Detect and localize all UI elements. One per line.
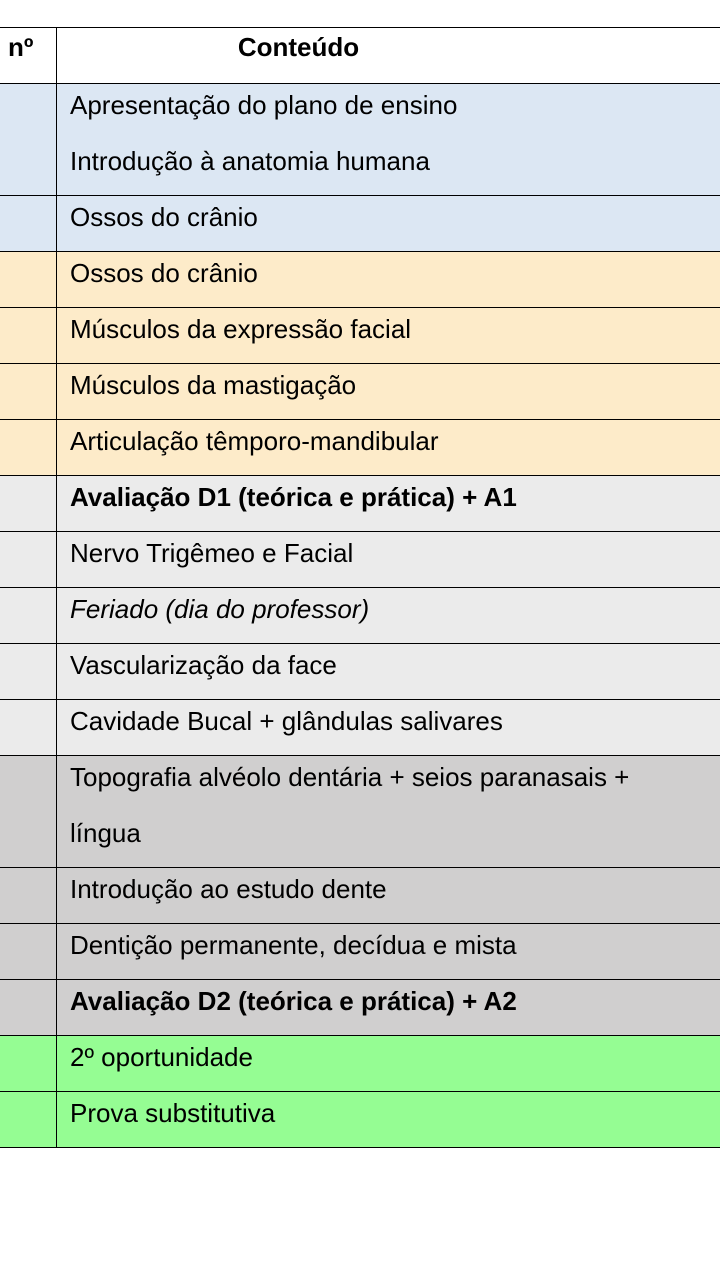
table-row [0,420,720,476]
table-row [0,476,720,532]
schedule-table [0,27,720,1148]
row-content-line: Músculos da mastigação [70,370,357,400]
row-number-cell [0,588,57,643]
table-row [0,1036,720,1092]
table-row [0,700,720,756]
row-content-line: 2º oportunidade [70,1042,253,1072]
row-number-cell [0,532,57,587]
row-content-cell [57,196,720,251]
row-content-line: língua [70,818,141,848]
row-number-cell [0,252,57,307]
row-content-line: Prova substitutiva [70,1098,276,1128]
row-content-cell [57,868,720,923]
row-content-line: Articulação têmporo-mandibular [70,426,439,456]
table-row [0,756,720,868]
row-content-line: Apresentação do plano de ensino [70,90,458,120]
number-column-header: nº [0,28,57,83]
row-content-line: Ossos do crânio [70,258,258,288]
row-content-cell [57,476,720,531]
row-number-cell [0,420,57,475]
row-content-cell [57,700,720,755]
row-content-line: Nervo Trigêmeo e Facial [70,538,354,568]
table-row [0,1092,720,1148]
row-content-cell [57,1036,720,1091]
row-content-line: Avaliação D2 (teórica e prática) + A2 [70,986,517,1016]
row-number-cell [0,1092,57,1147]
row-content-cell [57,420,720,475]
table-header-row [0,28,720,84]
row-content-line: Topografia alvéolo dentária + seios paranasais + [70,762,630,792]
row-content-line: Introdução ao estudo dente [70,874,387,904]
row-number-cell [0,308,57,363]
row-number-cell [0,476,57,531]
row-content-cell [57,588,720,643]
table-row [0,980,720,1036]
row-content-line: Feriado (dia do professor) [70,594,370,624]
row-content-cell [57,644,720,699]
row-content-line: Vascularização da face [70,650,337,680]
row-content-cell [57,756,720,867]
content-column-header: Conteúdo [237,32,360,62]
row-content-cell [57,364,720,419]
row-content-line: Músculos da expressão facial [70,314,412,344]
table-row [0,644,720,700]
row-number-cell [0,868,57,923]
table-row [0,532,720,588]
row-number-cell [0,924,57,979]
row-content-line: Cavidade Bucal + glândulas salivares [70,706,503,736]
row-number-cell [0,700,57,755]
row-content-cell [57,252,720,307]
row-content-line: Avaliação D1 (teórica e prática) + A1 [70,482,517,512]
row-content-cell [57,308,720,363]
table-row [0,84,720,196]
row-number-cell [0,1036,57,1091]
table-row [0,196,720,252]
table-row [0,868,720,924]
table-row [0,308,720,364]
row-content-line: Introdução à anatomia humana [70,146,430,176]
row-content-cell [57,924,720,979]
row-content-line: Ossos do crânio [70,202,258,232]
table-row [0,588,720,644]
row-number-cell [0,364,57,419]
row-content-line: Dentição permanente, decídua e mista [70,930,517,960]
row-number-cell [0,980,57,1035]
row-number-cell [0,756,57,867]
row-number-cell [0,196,57,251]
row-number-cell [0,644,57,699]
row-content-cell [57,980,720,1035]
table-row [0,252,720,308]
table-row [0,924,720,980]
row-content-cell [57,532,720,587]
row-content-cell [57,84,720,195]
row-content-cell [57,1092,720,1147]
table-row [0,364,720,420]
row-number-cell [0,84,57,195]
